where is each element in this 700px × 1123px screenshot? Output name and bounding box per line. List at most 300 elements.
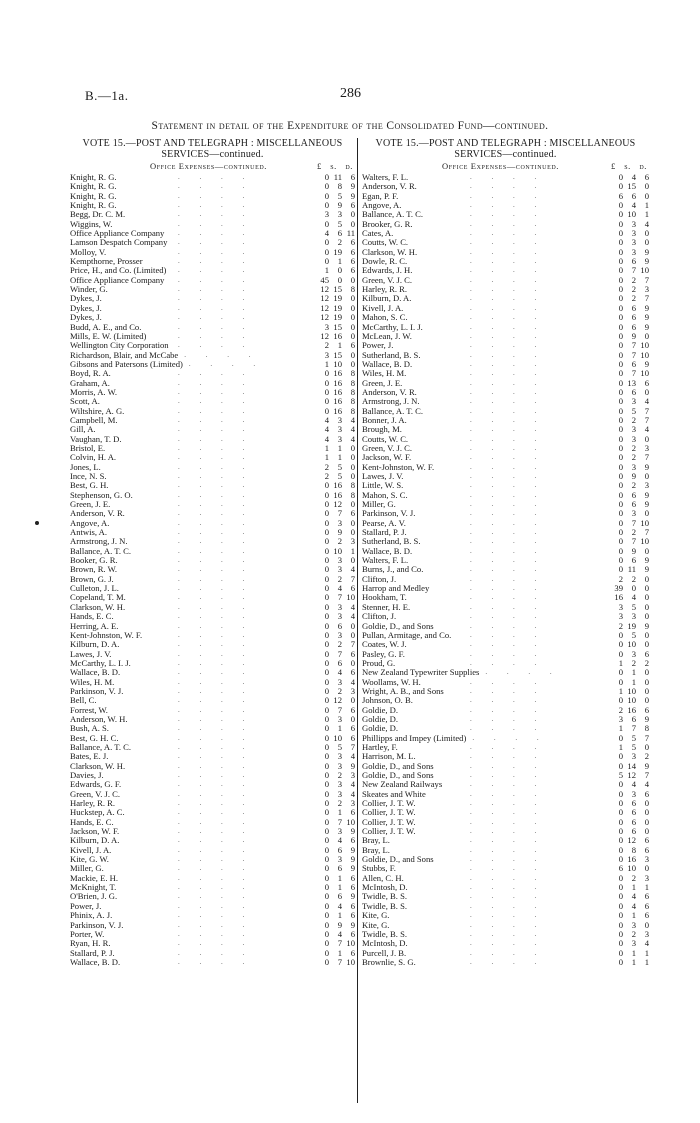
amount-shillings: 3 [631,433,636,444]
amount-pounds: 0 [618,396,623,407]
amount-shillings: 10 [333,358,342,369]
amount-pounds: 0 [324,508,329,519]
vote-heading: VOTE 15.—POST AND TELEGRAPH : MISCELLANEOUS SERVICES—continued. [82,138,343,160]
leader-dots: . . . . [178,873,254,882]
payee-name: McIntosh, D. [362,938,408,949]
payee-name: Johnson, O. B. [362,695,413,706]
amount-pence: 0 [644,471,649,481]
amount-shillings: 3 [631,237,636,248]
amount-shillings: 2 [631,657,636,668]
payee-name: Ince, N. S. [70,471,107,481]
amount-pence: 0 [644,816,649,827]
amount-pounds: 0 [618,882,623,893]
amount-pounds: 0 [324,863,329,874]
amount-pence: 6 [350,237,355,248]
payee-name: Forrest, W. [70,704,108,715]
leader-dots: . . . . [470,957,546,966]
leader-dots: . . . . [178,780,254,789]
expense-row [70,210,355,219]
amount-shillings: 2 [631,442,636,453]
amount-pounds: 0 [618,854,623,865]
payee-name: Power, J. [362,340,394,351]
leader-dots: . . . . [470,425,546,434]
payee-name: Mahon, S. C. [362,489,408,500]
amount-shillings: 2 [337,237,342,248]
payee-name: Kent-Johnston, W. F. [362,461,435,472]
amount-shillings: 3 [337,564,342,575]
amount-pence: 6 [644,172,649,182]
amount-pounds: 0 [618,256,623,267]
payee-name: Brownlie, S. G. [362,956,416,967]
leader-dots: . . . . [470,509,546,518]
expense-row [70,491,355,500]
payee-name: Dykes, J. [70,312,102,323]
amount-pounds: 0 [324,770,329,780]
amount-shillings: 5 [337,218,342,229]
payee-name: Angove, A. [362,200,402,211]
expense-row [362,294,649,303]
expense-rows [362,173,649,967]
leader-dots: . . . . [178,630,254,639]
leader-dots: . . . . [178,182,254,191]
amount-shillings: 6 [631,713,636,724]
amount-pence: 0 [644,667,649,678]
expense-row [70,836,355,845]
leader-dots: . . . . [470,443,546,452]
amount-pounds: 0 [618,349,623,360]
payee-name: Vaughan, T. D. [70,433,122,444]
amount-pence: 6 [644,788,649,799]
payee-name: Walters, F. L. [362,172,409,182]
payee-name: Bray, L. [362,844,390,855]
amount-pounds: 0 [618,900,623,911]
leader-dots: . . . . [470,359,546,368]
amount-pence: 6 [350,732,355,743]
amount-shillings: 3 [337,826,342,837]
amount-pence: 9 [350,760,355,771]
amount-pounds: 45 [320,274,329,285]
payee-name: Collier, J. T. W. [362,816,416,827]
payee-name: Kempthorne, Prosser [70,256,143,267]
amount-pence: 7 [644,527,649,538]
amount-pounds: 0 [324,779,329,790]
payee-name: Goldie, D., and Sons [362,620,434,631]
amount-shillings: 2 [631,480,636,491]
amount-shillings: 2 [631,284,636,295]
amount-shillings: 15 [333,321,342,332]
leader-dots: . . . . [178,331,254,340]
amount-pounds: 0 [324,611,329,622]
payee-name: Parkinson, V. J. [362,508,416,519]
leader-dots: . . . . [470,883,546,892]
amount-pence: 9 [644,302,649,313]
amount-pounds: 0 [618,667,623,678]
expense-row [362,902,649,911]
leader-dots: . . . . [470,939,546,948]
leader-dots: . . . . [470,387,546,396]
payee-name: Winder, G. [70,284,108,295]
leader-dots: . . . . [470,752,546,761]
leader-dots: . . . . [178,939,254,948]
amount-pounds: 0 [618,928,623,939]
amount-pounds: 0 [618,358,623,369]
amount-pounds: 4 [324,424,329,435]
leader-dots: . . . . [470,481,546,490]
shillings-header: s. [330,161,337,171]
leader-dots: . . . . [178,191,254,200]
amount-shillings: 15 [627,181,636,192]
leader-dots: . . . . [178,845,254,854]
amount-pence: 10 [346,938,355,949]
payee-name: Miller, G. [70,863,104,874]
amount-pence: 4 [644,938,649,949]
amount-pence: 3 [644,480,649,491]
leader-dots: . . . . [470,630,546,639]
amount-pence: 0 [644,695,649,706]
amount-shillings: 16 [627,854,636,865]
amount-shillings: 4 [631,172,636,182]
payee-name: Bush, A. S. [70,723,109,734]
amount-shillings: 16 [333,368,342,379]
amount-shillings: 19 [333,293,342,304]
amount-shillings: 4 [337,583,342,594]
amount-shillings: 0 [337,265,342,276]
amount-shillings: 12 [333,695,342,706]
payee-name: Egan, P. F. [362,190,399,201]
amount-pounds: 0 [324,172,329,182]
leader-dots: . . . . [178,621,254,630]
amount-pounds: 0 [324,256,329,267]
amount-pounds: 0 [618,517,623,528]
amount-pence: 0 [350,293,355,304]
amount-shillings: 3 [631,648,636,659]
leader-dots: . . . . [178,883,254,892]
expense-row [362,734,649,743]
amount-pounds: 0 [618,751,623,762]
leader-dots: . . . . [178,761,254,770]
amount-pounds: 0 [618,779,623,790]
amount-shillings: 6 [631,826,636,837]
amount-pence: 0 [350,218,355,229]
amount-pence: 1 [644,882,649,893]
payee-name: Boyd, R. A. [70,368,111,379]
amount-shillings: 2 [337,573,342,584]
leader-dots: . . . . [470,817,546,826]
amount-shillings: 6 [337,657,342,668]
leader-dots: . . . . [470,574,546,583]
amount-pence: 6 [350,900,355,911]
amount-shillings: 7 [631,723,636,734]
amount-shillings: 10 [627,685,636,696]
money-header [611,160,647,172]
leader-dots: . . . . [470,303,546,312]
payee-name: Porter, W. [70,928,105,939]
amount-pence: 0 [350,358,355,369]
amount-shillings: 4 [337,667,342,678]
amount-shillings: 3 [631,424,636,435]
amount-shillings: 10 [333,732,342,743]
leader-dots: . . . . [178,472,254,480]
expense-row [362,706,649,715]
amount-pounds: 0 [324,882,329,893]
payee-name: Wellington City Corporation [70,340,169,351]
amount-shillings: 0 [337,274,342,285]
leader-dots: . . . . [470,827,546,836]
expense-row [362,192,649,201]
leader-dots: . . . . [178,733,254,742]
amount-pounds: 0 [324,396,329,407]
leader-dots: . . . . [470,920,546,929]
payee-name: Purcell, J. B. [362,947,407,958]
amount-pence: 7 [644,405,649,416]
amount-pence: 9 [644,499,649,510]
payee-name: Wallace, B. D. [362,358,413,369]
amount-shillings: 1 [337,340,342,351]
amount-pounds: 12 [320,284,329,295]
amount-shillings: 3 [337,611,342,622]
amount-pounds: 6 [618,190,623,201]
leader-dots: . . . . [470,556,546,565]
amount-pence: 6 [350,172,355,182]
amount-pence: 6 [350,265,355,276]
leader-dots: . . . . [178,406,254,415]
expense-row [362,855,649,864]
amount-shillings: 7 [631,368,636,379]
pence-header: d. [639,161,647,171]
amount-shillings: 3 [337,676,342,687]
leader-dots: . . . . [178,724,254,733]
payee-name: Brown, R. W. [70,564,118,575]
leader-dots: . . . . [178,911,254,920]
amount-shillings: 0 [631,583,636,594]
amount-shillings: 1 [631,947,636,958]
amount-shillings: 3 [337,601,342,612]
leader-dots: . . . . [178,341,254,350]
payee-name: Knight, R. G. [70,200,117,211]
amount-pence: 9 [350,826,355,837]
amount-pence: 0 [350,274,355,285]
amount-pounds: 0 [618,461,623,472]
amount-shillings: 3 [631,228,636,239]
leader-dots: . . . . [178,518,254,527]
amount-shillings: 7 [337,956,342,967]
payee-name: Molloy, V. [70,246,107,257]
amount-pounds: 5 [618,770,623,780]
amount-pence: 8 [644,723,649,734]
amount-shillings: 12 [627,835,636,846]
amount-pounds: 0 [618,471,623,481]
amount-pence: 0 [644,190,649,201]
amount-pounds: 0 [618,648,623,659]
amount-pounds: 0 [618,947,623,958]
leader-dots: . . . . [178,584,254,593]
payee-name: Knight, R. G. [70,172,117,182]
payee-name: Bristol, E. [70,442,106,453]
amount-shillings: 6 [631,256,636,267]
leader-dots: . . . . [178,929,254,938]
amount-pounds: 12 [320,312,329,323]
leader-dots: . . . . [178,565,254,574]
payee-name: Kite, G. W. [70,854,109,865]
expense-row [70,435,355,444]
amount-pounds: 4 [324,228,329,239]
amount-pence: 10 [640,340,649,351]
payee-name: Dykes, J. [70,302,102,313]
amount-pence: 0 [644,237,649,248]
amount-pounds: 0 [324,555,329,566]
shillings-header: s. [624,161,631,171]
expense-row [70,921,355,930]
payee-name: Lawes, J. V. [362,471,404,481]
vote-heading: VOTE 15.—POST AND TELEGRAPH : MISCELLANEOUS SERVICES—continued. [375,138,636,160]
leader-dots: . . . . [470,696,546,705]
leader-dots: . . . . [178,481,254,490]
payee-name: Twidle, B. S. [362,900,407,911]
amount-pence: 1 [644,956,649,967]
payee-name: Anderson, V. R. [362,181,417,192]
expense-row [70,902,355,911]
amount-shillings: 2 [631,452,636,463]
amount-pence: 0 [644,583,649,594]
amount-pounds: 0 [618,536,623,547]
amount-pounds: 0 [324,667,329,678]
amount-pence: 0 [644,508,649,519]
payee-name: Wiggins, W. [70,218,113,229]
amount-pounds: 0 [618,938,623,949]
amount-pence: 6 [350,583,355,594]
amount-pounds: 0 [618,872,623,883]
leader-dots: . . . . [178,219,254,228]
leader-dots: . . . . [470,892,546,901]
left-column [70,138,355,967]
amount-pounds: 0 [618,433,623,444]
amount-shillings: 7 [631,265,636,276]
payee-name: Dowle, R. C. [362,256,408,267]
leader-dots: . . . . [178,509,254,518]
payee-name: Goldie, D., and Sons [362,854,434,865]
leader-dots: . . . . [470,640,546,649]
amount-pounds: 0 [324,938,329,949]
amount-pence: 0 [644,919,649,930]
leader-dots: . . . . [470,808,546,817]
leader-dots: . . . . [470,191,546,200]
amount-pounds: 0 [324,527,329,538]
payee-name: Richardson, Blair, and McCabe [70,349,179,360]
amount-shillings: 7 [631,349,636,360]
money-header [317,160,353,172]
payee-name: Bonner, J. A. [362,414,407,425]
amount-pounds: 1 [618,685,623,696]
leader-dots: . . . . [178,434,254,443]
subheading-text: Office Expenses—continued. [150,161,268,171]
payee-name: Clifton, J. [362,611,397,622]
payee-name: McCarthy, L. I. J. [70,657,131,668]
amount-pence: 9 [644,713,649,724]
amount-shillings: 3 [337,713,342,724]
payee-name: Stenner, H. E. [362,601,411,612]
amount-pounds: 0 [618,545,623,556]
amount-pounds: 0 [618,265,623,276]
expense-row [70,453,355,462]
payee-name: Phinix, A. J. [70,910,113,921]
leader-dots: . . . . [178,173,254,181]
amount-pounds: 0 [618,826,623,837]
leader-dots: . . . . [470,229,546,238]
expense-row [362,463,649,472]
amount-pounds: 0 [618,302,623,313]
amount-shillings: 1 [631,910,636,921]
leader-dots: . . . . [470,612,546,621]
leader-dots: . . . . [470,780,546,789]
leader-dots: . . . . [470,500,546,509]
expense-row [70,304,355,313]
expense-row [70,930,355,939]
amount-pounds: 0 [618,181,623,192]
amount-pounds: 0 [618,312,623,323]
statement-title: Statement in detail of the Expenditure of the Consolidated Fund—continued. [151,120,549,132]
amount-pence: 0 [644,629,649,640]
expense-row [362,369,649,378]
payee-name: Green, J. E. [362,377,403,388]
amount-shillings: 6 [631,312,636,323]
amount-shillings: 3 [337,760,342,771]
amount-shillings: 2 [631,414,636,425]
amount-shillings: 1 [337,256,342,267]
amount-pence: 0 [644,611,649,622]
amount-pence: 6 [644,910,649,921]
payee-name: Ryan, H. R. [70,938,111,949]
amount-pounds: 0 [324,480,329,491]
payee-name: Lawes, J. V. [70,648,112,659]
payee-name: Harrop and Medley [362,583,430,594]
amount-shillings: 2 [631,573,636,584]
expense-row [362,911,649,920]
amount-pence: 4 [350,433,355,444]
leader-dots: . . . . [472,733,548,742]
amount-pounds: 0 [618,321,623,332]
amount-shillings: 10 [333,545,342,556]
amount-shillings: 6 [631,321,636,332]
payee-name: Hands, E. C. [70,816,114,827]
payee-name: Wiles, H. M. [362,368,407,379]
amount-shillings: 2 [631,872,636,883]
amount-pence: 0 [644,826,649,837]
leader-dots: . . . . [178,892,254,901]
leader-dots: . . . . [178,322,254,331]
leader-dots: . . . . [178,602,254,611]
amount-shillings: 10 [627,863,636,874]
amount-shillings: 11 [333,172,342,182]
expense-row [362,565,649,574]
amount-pence: 6 [350,200,355,211]
leader-dots: . . . . [178,415,254,424]
amount-pounds: 0 [618,508,623,519]
amount-shillings: 8 [337,181,342,192]
amount-shillings: 12 [627,770,636,780]
leader-dots: . . . . [470,901,546,910]
payee-name: Power, J. [70,900,102,911]
amount-pounds: 0 [618,377,623,388]
amount-pence: 8 [350,377,355,388]
expense-row [362,958,649,967]
amount-pence: 7 [644,770,649,780]
leader-dots: . . . . [470,771,546,779]
leader-dots: . . . . [178,799,254,808]
payee-name: Wiles, H. M. [70,676,115,687]
leader-dots: . . . . [470,472,546,480]
amount-pence: 0 [644,573,649,584]
amount-shillings: 3 [337,414,342,425]
